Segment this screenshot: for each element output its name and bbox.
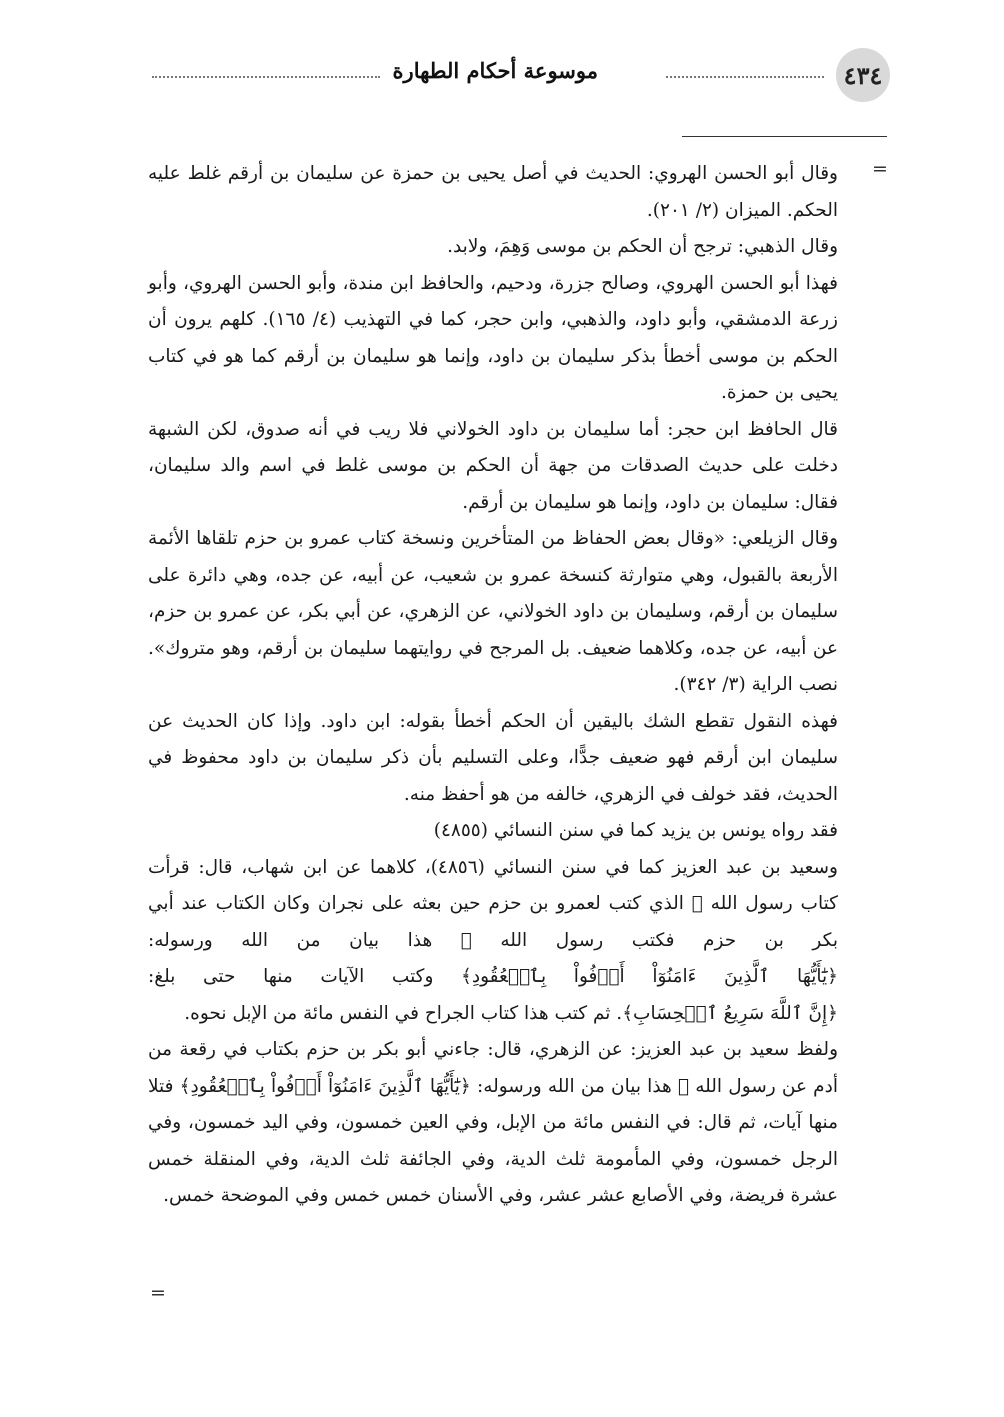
quran-verse-1: ﴿يَٰٓأَيُّهَا ٱلَّذِينَ ءَامَنُوٓاْ أَوۡفُواْ بِٱلۡعُقُودِ﴾ [461, 966, 838, 987]
quran-verse-2: ﴿إِنَّ ٱللَّهَ سَرِيعُ ٱلۡحِسَابِ﴾ [622, 1002, 838, 1024]
page-number: ٤٣٤ [836, 48, 890, 102]
paragraph-9-text-2: فتلا منها آيات، ثم قال: في النفس مائة من الإبل، وفي العين خمسون، وفي اليد خمسون، وفي الرجل خمسون، وفي المأمومة ثلث الدية، وفي الجائفة ثلث الدية، وفي المنقلة خمس عشرة فريضة، وفي الأصابع عشر عشر، وفي الأسنان خمس خمس وفي الموضحة خمس. [148, 1075, 838, 1206]
paragraph-9 [148, 1032, 838, 1215]
footnote-separator-rule [682, 136, 887, 137]
paragraph-8 [148, 850, 838, 1033]
book-title: موسوعة أحكام الطهارة [392, 58, 598, 83]
paragraph-5: وقال الزيلعي: «وقال بعض الحفاظ من المتأخرين ونسخة كتاب عمرو بن حزم تلقاها الأئمة الأربعة بالقبول، وهي متوارثة كنسخة عمرو بن شعيب، عن أبيه، عن جده، وهي دائرة على سليمان بن أرقم، وسليمان بن داود الخولاني، عن الزهري، عن أبي بكر، عن عمرو بن حزم، عن أبيه، عن جده، وكلاهما ضعيف. بل المرجح في روايتهما سليمان بن أرقم، وهو متروك». نصب الراية (٣/ ٣٤٢). [148, 528, 838, 695]
paragraph-2: وقال الذهبي: ترجح أن الحكم بن موسى وَهِمَ، ولابد. [447, 236, 838, 257]
page-header [110, 48, 890, 102]
header-dotted-leader-right [666, 64, 824, 78]
quran-verse-3: ﴿يَٰٓأَيُّهَا ٱلَّذِينَ ءَامَنُوٓاْ أَوۡفُواْ بِٱلۡعُقُودِ﴾ [179, 1075, 471, 1097]
paragraph-8-text-3: . ثم كتب هذا كتاب الجراح في النفس مائة من الإبل نحوه. [184, 1002, 623, 1024]
paragraph-3: فهذا أبو الحسن الهروي، وصالح جزرة، ودحيم، والحافظ ابن مندة، وأبو الحسن الهروي، وأبو زرعة الدمشقي، وأبو داود، والذهبي، وابن حجر، كما في التهذيب (٤/ ١٦٥). كلهم يرون أن الحكم بن موسى أخطأ بذكر سليمان بن داود، وإنما هو سليمان بن أرقم كما هو في كتاب يحيى بن حمزة. [148, 272, 838, 403]
paragraph-8-text-2: وكتب الآيات منها حتى بلغ: [148, 966, 462, 987]
paragraph-4: قال الحافظ ابن حجر: أما سليمان بن داود الخولاني فلا ريب في أنه صدوق، لكن الشبهة دخلت على حديث الصدقات من جهة أن الحكم بن موسى غلط في اسم والد سليمان، فقال: سليمان بن داود، وإنما هو سليمان بن أرقم. [148, 418, 838, 513]
continuation-mark-start: = [872, 158, 888, 180]
continuation-mark-end: = [150, 1282, 166, 1304]
paragraph-8-text-1: وسعيد بن عبد العزيز كما في سنن النسائي (٤٨٥٦)، كلاهما عن ابن شهاب، قال: قرأت كتاب رسول الله ﷺ الذي كتب لعمرو بن حزم حين بعثه على نجران وكان الكتاب عند أبي بكر بن حزم فكتب رسول الله ﷺ هذا بيان من الله ورسوله: [148, 856, 838, 951]
paragraph-9-text-1: ولفظ سعيد بن عبد العزيز: عن الزهري، قال: جاءني أبو بكر بن حزم بكتاب في رقعة من أدم عن رسول الله ﷺ هذا بيان من الله ورسوله: [148, 1039, 839, 1097]
paragraph-1: وقال أبو الحسن الهروي: الحديث في أصل يحيى بن حمزة عن سليمان بن أرقم غلط عليه الحكم. الميزان (٢/ ٢٠١). [148, 163, 838, 221]
footnote-body [148, 156, 838, 1215]
paragraph-7: فقد رواه يونس بن يزيد كما في سنن النسائي (٤٨٥٥) [433, 820, 838, 841]
header-dotted-leader-left [152, 64, 380, 78]
paragraph-6: فهذه النقول تقطع الشك باليقين أن الحكم أخطأ بقوله: ابن داود. وإذا كان الحديث عن سليمان ابن أرقم فهو ضعيف جدًّا، وعلى التسليم بأن ذكر سليمان بن داود محفوظ في الحديث، فقد خولف في الزهري، خالفه من هو أحفظ منه. [148, 710, 838, 805]
